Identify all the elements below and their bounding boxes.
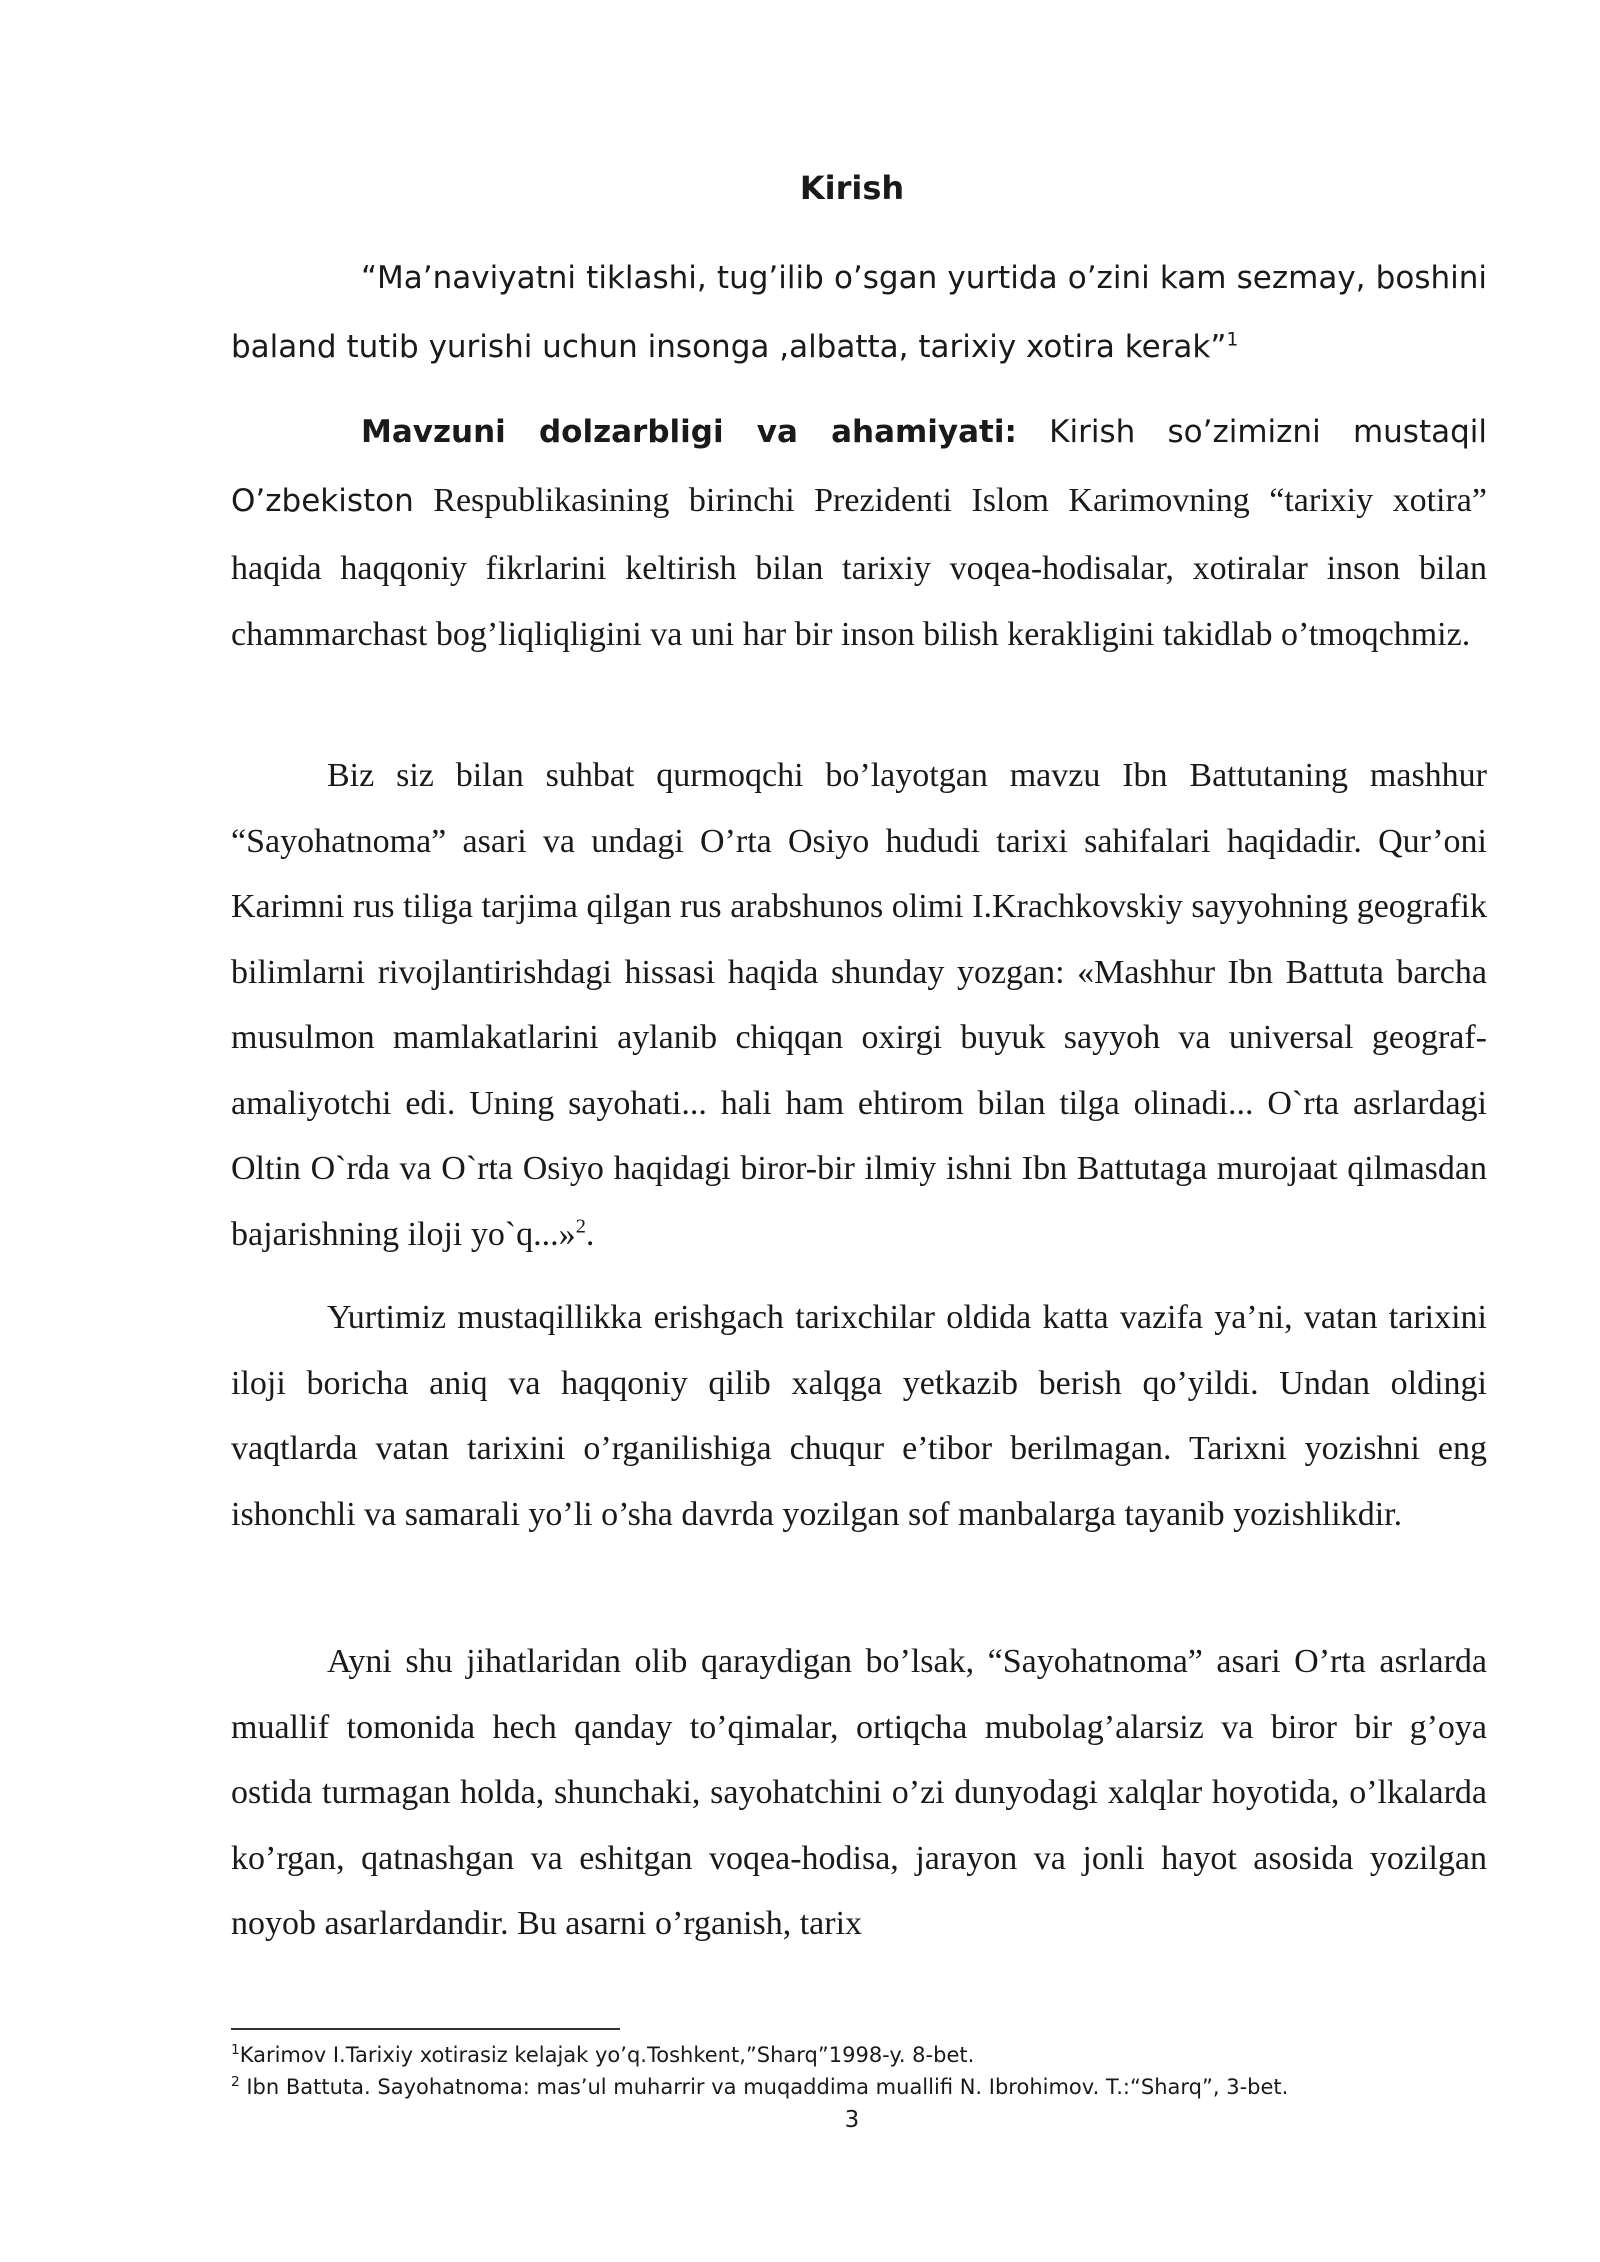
footnote-text: Karimov I.Tarixiy xotirasiz kelajak yo’q.Toshkent,”Sharq”1998-y. 8-bet. <box>239 2043 975 2067</box>
footnote-text: Ibn Battuta. Sayohatnoma: mas’ul muharrir va muqaddima muallifi N. Ibrohimov. T.:“Sharq”, 3-bet. <box>239 2075 1289 2099</box>
paragraph-text: Biz siz bilan suhbat qurmoqchi bo’layotgan mavzu Ibn Battutaning mashhur “Sayohatnoma” asari va undagi O’rta Osiyo hududi tarixi sahifalari haqidadir. Qur’oni Karimni rus tiliga tarjima qilgan rus arabshunos olimi I.Krachkovskiy sayyohning geografik bilimlarni rivojlantirishdagi hissasi haqida shunday yozgan: «Mashhur Ibn Battuta barcha musulmon mamlakatlarini aylanib chiqqan oxirgi buyuk sayyoh va universal geograf-amaliyotchi edi. Uning sayohati... hali ham ehtirom bilan tilga olinadi... O`rta asrlardagi Oltin O`rda va O`rta Osiyo haqidagi biror-bir ilmiy ishni Ibn Battutaga murojaat qilmasdan bajarishning iloji yo`q...» <box>231 757 1487 1253</box>
paragraph-text: Ayni shu jihatlaridan olib qaraydigan bo’lsak, “Sayohatnoma” asari O’rta asrlarda muallif tomonida hech qanday to’qimalar, ortiqcha mubolag’alarsiz va biror bir g’oya ostida turmagan holda, shunchaki, sayohatchini o’zi dunyodagi xalqlar hoyotida, o’lkalarda ko’rgan, qatnashgan va eshitgan voqea-hodisa, jarayon va jonli hayot asosida yozilgan noyob asarlardandir. Bu asarni o’rganish, tarix <box>231 1643 1487 1942</box>
paragraph-end-punctuation: . <box>585 1215 595 1253</box>
body-paragraph-3 <box>231 1629 1487 1957</box>
footnote-ref-2: 2 <box>575 1215 586 1238</box>
body-paragraph-2 <box>231 1285 1487 1547</box>
paragraph-text: Yurtimiz mustaqillikka erishgach tarixchilar oldida katta vazifa ya’ni, vatan tarixini iloji boricha aniq va haqqoniy qilib xalqga yetkazib berish qo’yildi. Undan oldingi vaqtlarda vatan tarixini o’rganilishiga chuqur e’tibor berilmagan. Tarixni yozishni eng ishonchli va samarali yo’li o’sha davrda yozilgan sof manbalarga tayanib yozishlikdir. <box>231 1299 1487 1533</box>
body-paragraph-1 <box>231 743 1487 1267</box>
page-number: 3 <box>844 2107 860 2133</box>
footnote-1 <box>231 2040 1487 2070</box>
footnote-2 <box>231 2072 1487 2102</box>
relevance-lead-text: Kirish so’zimizni mustaqil O’zbekiston <box>231 414 1487 519</box>
footnote-separator <box>231 2028 620 2030</box>
footnote-number: 2 <box>231 2074 240 2090</box>
relevance-heading: Mavzuni dolzarbligi va ahamiyati: <box>361 414 1017 450</box>
footnote-number: 1 <box>231 2042 240 2058</box>
relevance-body-text: Respublikasining birinchi Prezidenti Islom Karimovning “tarixiy xotira” haqida haqqoniy fikrlarini keltirish bilan tarixiy voqea-hodisalar, xotiralar inson bilan chammarchast bog’liqliqligini va uni har bir inson bilish kerakligini takidlab o’tmoqchmiz. <box>231 482 1487 653</box>
epigraph-paragraph <box>231 244 1487 382</box>
page-title: Kirish <box>799 169 905 207</box>
relevance-paragraph <box>231 398 1487 667</box>
epigraph-text: “Ma’naviyatni tiklashi, tug’ilib o’sgan yurtida o’zini kam sezmay, boshini baland tutib yurishi uchun insonga ,albatta, tarixiy xotira kerak” <box>231 260 1487 365</box>
footnote-ref-1: 1 <box>1226 329 1239 351</box>
